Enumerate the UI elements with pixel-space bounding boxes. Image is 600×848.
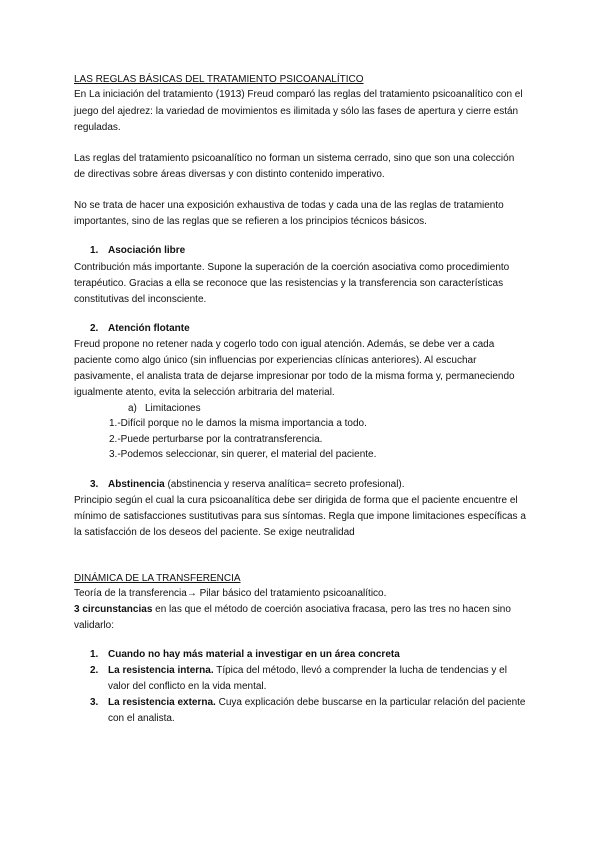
item3-line: mínimo de satisfacciones sustitutivas para sus síntomas. Regla que impone limitaciones específicas a [74, 511, 526, 522]
section1-title: LAS REGLAS BÁSICAS DEL TRATAMIENTO PSICOANALÍTICO [74, 74, 364, 85]
circumstances-line [74, 604, 511, 616]
item1-line: constitutivas del inconsciente. [74, 294, 207, 305]
circumstance-cont: con el analista. [108, 713, 175, 724]
sub-line: 2.-Puede perturbarse por la contratransferencia. [109, 434, 323, 445]
circumstance-text: Típica del método, llevó a comprender la lucha de tendencias y el [213, 665, 507, 676]
circumstance-bold: La resistencia externa. [108, 697, 216, 708]
item1-line: terapéutico. Gracias a ella se reconoce que las resistencias y la transferencia son características [74, 278, 504, 289]
para3-line: importantes, sino de las reglas que se refieren a los principios técnicos básicos. [74, 216, 427, 227]
circumstances-bold: 3 circunstancias [74, 604, 153, 615]
item3-line: la satisfacción de los deseos del paciente. Se exige neutralidad [74, 527, 355, 538]
circumstances-line2: validarlo: [74, 620, 115, 631]
item-heading: Abstinencia [108, 479, 165, 490]
circumstances-text: en las que el método de coerción asociativa fracasa, pero las tres no hacen sino [152, 604, 511, 615]
list-number: 1. [90, 245, 99, 256]
circumstance-text: Cuya explicación debe buscarse en la particular relación del paciente [215, 697, 526, 708]
circumstance-cont: valor del conflicto en la vida mental. [108, 681, 267, 692]
para1-line: En La iniciación del tratamiento (1913) Freud comparó las reglas del tratamiento psicoanalítico con el [74, 89, 523, 100]
para2-line: de directivas sobre áreas diversas y con distinto contenido imperativo. [74, 169, 385, 180]
item-heading-note: (abstinencia y reserva analítica= secreto profesional). [164, 479, 405, 490]
item2-line: pasivamente, el analista trata de dejarse impresionar por todo de la misma forma y, permaneciendo [74, 371, 515, 382]
para1-line: reguladas. [74, 122, 121, 133]
item2-line: Freud propone no retener nada y cogerlo todo con igual atención. Además, se debe ver a cada [74, 339, 495, 350]
list-number: 1. [90, 649, 99, 660]
circumstance-item [108, 697, 525, 709]
section2-intro: Teoría de la transferencia→ Pilar básico del tratamiento psicoanalítico. [74, 588, 387, 599]
section2-title: DINÁMICA DE LA TRANSFERENCIA [74, 573, 241, 584]
list-number: 3. [90, 479, 99, 490]
list-number: 2. [90, 323, 99, 334]
item2-line: igualmente atento, evita la selección arbitraria del material. [74, 387, 335, 398]
para3-line: No se trata de hacer una exposición exhaustiva de todas y cada una de las reglas de tratamiento [74, 200, 504, 211]
item1-line: Contribución más importante. Supone la superación de la coerción asociativa como procedimiento [74, 262, 510, 273]
item3-heading-row [108, 479, 405, 491]
circumstance-item: Cuando no hay más material a investigar en un área concreta [108, 649, 400, 660]
item-heading: Atención flotante [108, 323, 190, 334]
para2-line: Las reglas del tratamiento psicoanalítico no forman un sistema cerrado, sino que son una colección [74, 153, 515, 164]
item-heading: Asociación libre [108, 245, 186, 256]
sub-line: 1.-Difícil porque no le damos la misma importancia a todo. [109, 418, 367, 429]
circumstance-item [108, 665, 507, 677]
item3-line: Principio según el cual la cura psicoanalítica debe ser dirigida de forma que el paciente encuentre el [74, 495, 518, 506]
sub-label: a) [128, 403, 137, 414]
sub-line: 3.-Podemos seleccionar, sin querer, el material del paciente. [109, 449, 377, 460]
circumstance-bold: La resistencia interna. [108, 665, 214, 676]
list-number: 2. [90, 665, 99, 676]
list-number: 3. [90, 697, 99, 708]
item2-line: paciente como algo único (sin influencias por experiencias clínicas anteriores). Al escuchar [74, 355, 477, 366]
para1-line: juego del ajedrez: la variedad de movimientos es ilimitada y sólo las fases de apertura y cierre están [74, 106, 519, 117]
sub-heading: Limitaciones [145, 403, 201, 414]
